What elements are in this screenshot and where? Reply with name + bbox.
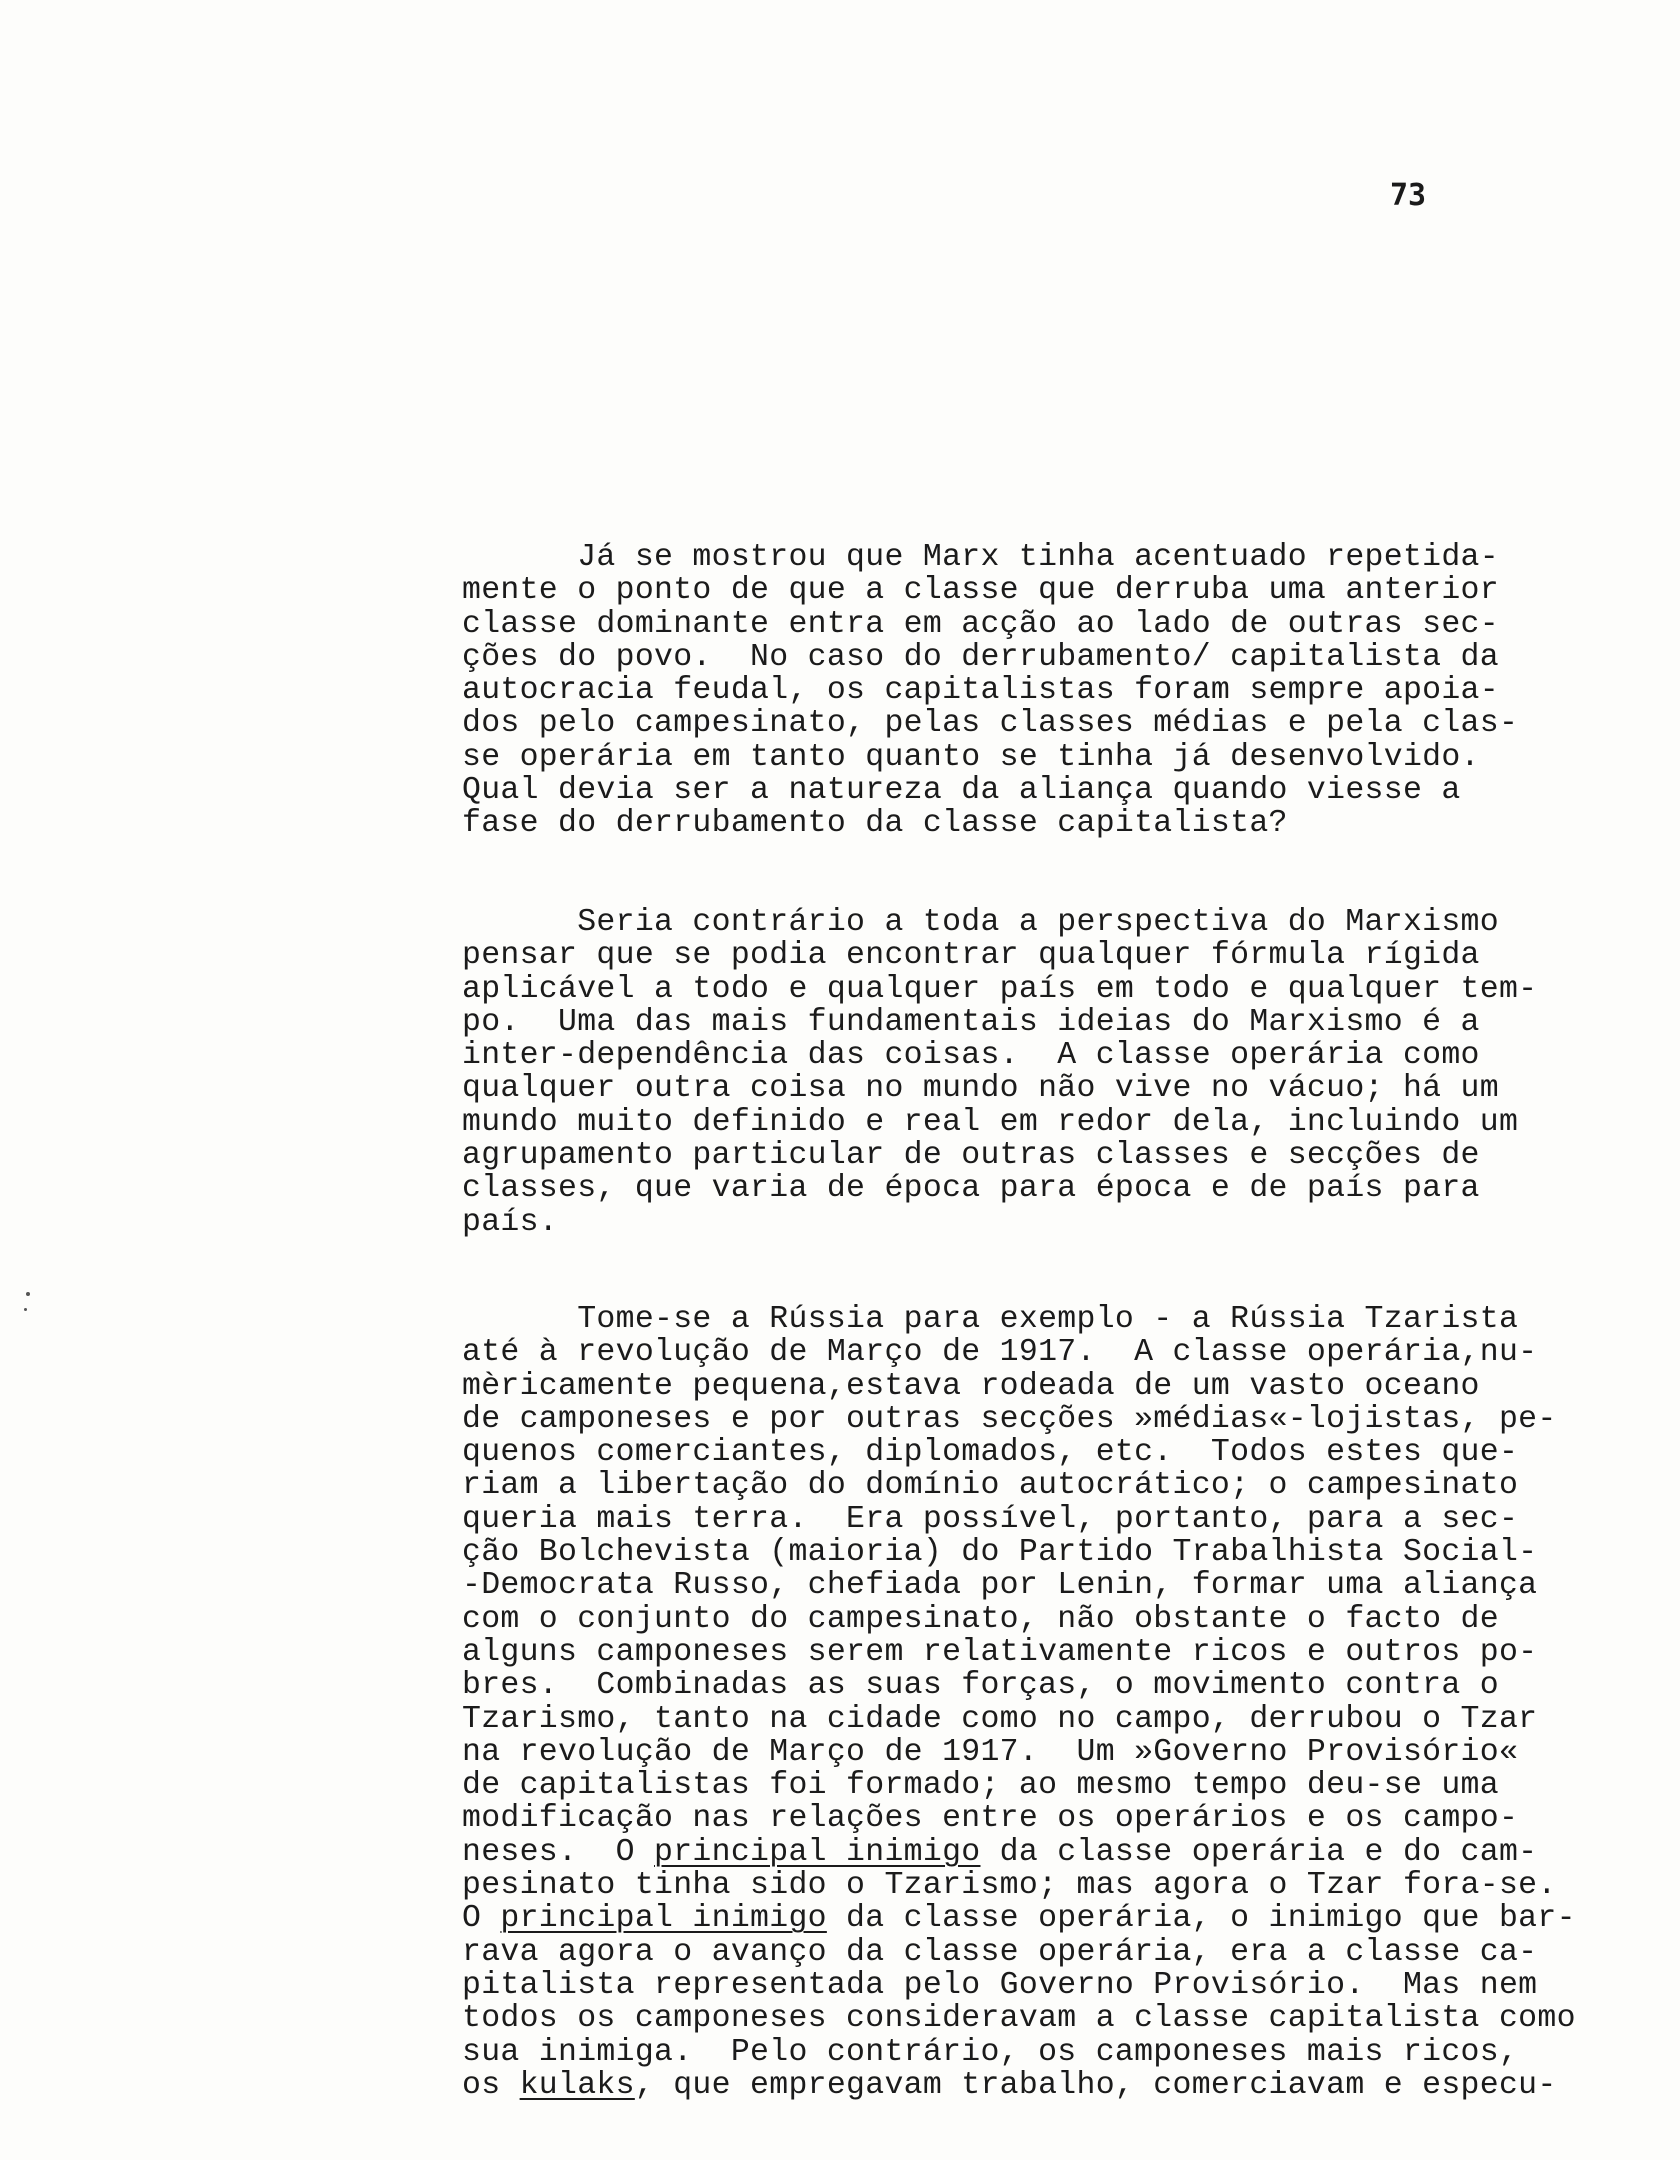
underlined-phrase: principal inimigo — [654, 1834, 981, 1870]
text-line: quenos comerciantes, diplomados, etc. Todos estes que- — [462, 1435, 1519, 1471]
text-line: de capitalistas foi formado; ao mesmo tempo deu-se uma — [462, 1768, 1499, 1804]
text-line: queria mais terra. Era possível, portanto, para a sec- — [462, 1501, 1519, 1537]
text-line: Qual devia ser a natureza da aliança quando viesse a — [462, 773, 1461, 809]
text-line: qualquer outra coisa no mundo não vive no vácuo; há um — [462, 1071, 1499, 1107]
underlined-phrase: principal inimigo — [500, 1901, 827, 1937]
text-line: pesinato tinha sido o Tzarismo; mas agora o Tzar fora-se. — [462, 1868, 1557, 1904]
text-line: inter-dependência das coisas. A classe operária como — [462, 1038, 1480, 1074]
text-line: se operária em tanto quanto se tinha já desenvolvido. — [462, 739, 1480, 775]
paragraph-1 — [462, 541, 1662, 841]
text-line: país. — [462, 1204, 559, 1240]
text-line: ções do povo. No caso do derrubamento/ capitalista da — [462, 639, 1499, 675]
text-line: rava agora o avanço da classe operária, era a classe ca- — [462, 1934, 1538, 1970]
text-line: po. Uma das mais fundamentais ideias do Marxismo é a — [462, 1004, 1480, 1040]
text-line: agrupamento particular de outras classes e secções de — [462, 1138, 1480, 1174]
text-line: aplicável a todo e qualquer país em todo e qualquer tem- — [462, 971, 1538, 1007]
text-line: autocracia feudal, os capitalistas foram sempre apoia- — [462, 673, 1499, 709]
text-line: Tzarismo, tanto na cidade como no campo, derrubou o Tzar — [462, 1701, 1538, 1737]
text-line: riam a libertação do domínio autocrático; o campesinato — [462, 1468, 1519, 1504]
page-number: 73 — [1390, 178, 1427, 213]
text-line: mèricamente pequena,estava rodeada de um vasto oceano — [462, 1368, 1480, 1404]
text-line: de camponeses e por outras secções »médias«-lojistas, pe- — [462, 1401, 1557, 1437]
underlined-phrase: kulaks — [519, 2067, 635, 2103]
text-line: mundo muito definido e real em redor dela, incluindo um — [462, 1104, 1519, 1140]
scan-speck — [26, 1292, 30, 1296]
text-line: com o conjunto do campesinato, não obstante o facto de — [462, 1601, 1499, 1637]
text-line: fase do derrubamento da classe capitalista? — [462, 806, 1288, 842]
text-line: bres. Combinadas as suas forças, o movimento contra o — [462, 1668, 1499, 1704]
text-line: neses. O principal inimigo da classe operária e do cam- — [462, 1834, 1538, 1870]
scan-speck — [24, 1308, 27, 1311]
paragraph-2 — [462, 906, 1662, 1239]
text-line: classe dominante entra em acção ao lado de outras sec- — [462, 606, 1499, 642]
text-line: ção Bolchevista (maioria) do Partido Trabalhista Social- — [462, 1535, 1538, 1571]
text-line: na revolução de Março de 1917. Um »Governo Provisório« — [462, 1734, 1519, 1770]
text-line: mente o ponto de que a classe que derruba uma anterior — [462, 573, 1499, 609]
text-line: dos pelo campesinato, pelas classes médias e pela clas- — [462, 706, 1519, 742]
text-line: O principal inimigo da classe operária, o inimigo que bar- — [462, 1901, 1576, 1937]
text-line: modificação nas relações entre os operários e os campo- — [462, 1801, 1519, 1837]
text-line: os kulaks, que empregavam trabalho, comerciavam e especu- — [462, 2067, 1557, 2103]
text-line: pensar que se podia encontrar qualquer fórmula rígida — [462, 938, 1480, 974]
text-line: Já se mostrou que Marx tinha acentuado repetida- — [462, 540, 1499, 575]
text-line: todos os camponeses consideravam a classe capitalista como — [462, 2001, 1576, 2037]
text-line: -Democrata Russo, chefiada por Lenin, formar uma aliança — [462, 1568, 1538, 1604]
text-line: sua inimiga. Pelo contrário, os camponeses mais ricos, — [462, 2034, 1519, 2070]
text-line: pitalista representada pelo Governo Provisório. Mas nem — [462, 1967, 1538, 2003]
text-line: classes, que varia de época para época e de país para — [462, 1171, 1480, 1207]
paragraph-3 — [462, 1303, 1662, 2102]
text-line: alguns camponeses serem relativamente ricos e outros po- — [462, 1634, 1538, 1670]
text-line: até à revolução de Março de 1917. A classe operária,nu- — [462, 1335, 1538, 1371]
text-line: Seria contrário a toda a perspectiva do Marxismo — [462, 905, 1499, 940]
text-line: Tome-se a Rússia para exemplo - a Rússia Tzarista — [462, 1302, 1519, 1337]
